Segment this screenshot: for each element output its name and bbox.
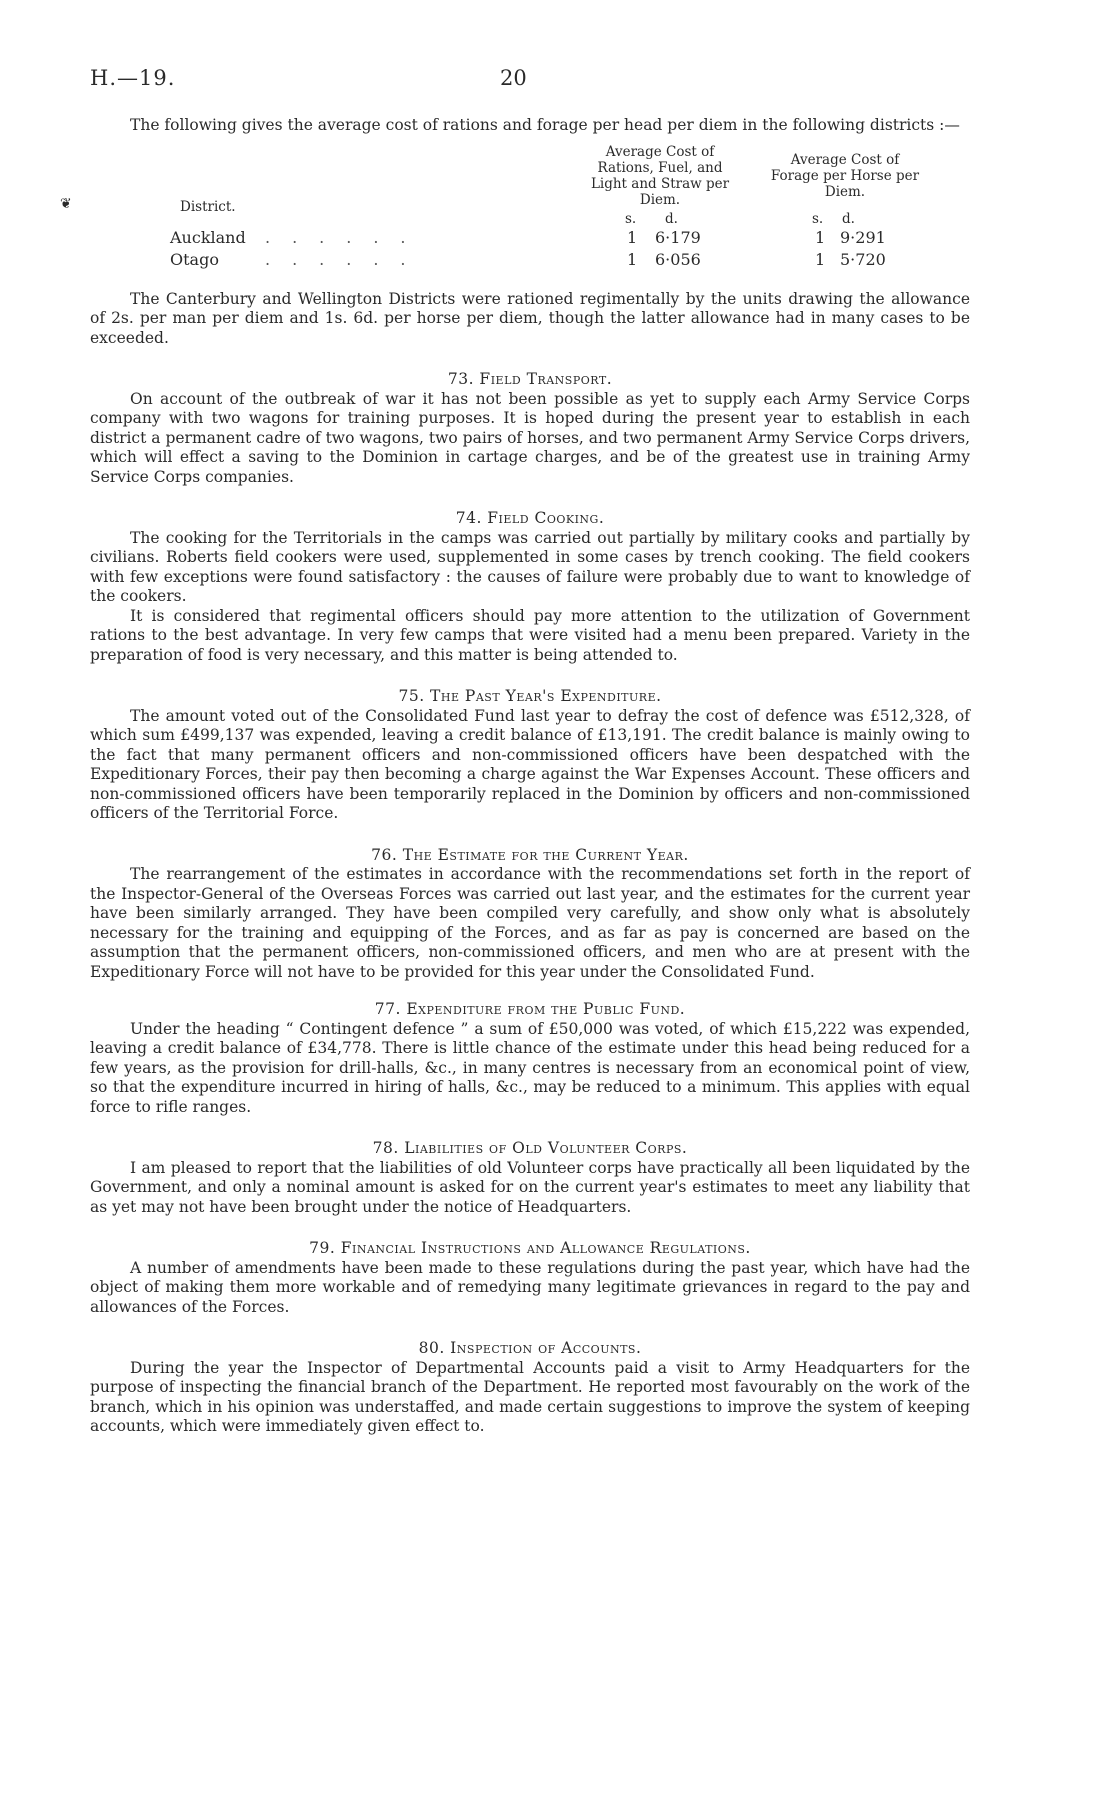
page-number: 20 bbox=[500, 66, 527, 90]
section-80-title: 80. Inspection of Accounts. bbox=[418, 1339, 642, 1357]
margin-mark: ❦ bbox=[60, 196, 72, 212]
section-77-paragraph: Under the heading “ Contingent defence ” a sum of £50,000 was voted, of which £15,222 was expended, leaving a credit balance of £34,778. There is little chance of the estimate under this head being reduced for a few years, as the provision for drill-halls, &c., in many centres is necessary from an economical point of view, so that the expenditure incurred in hiring of halls, &c., may be reduced to a minimum. This applies with equal force to rifle ranges. bbox=[90, 1019, 970, 1116]
district-name: Otago bbox=[170, 249, 219, 269]
rations-pence: 6·056 bbox=[655, 249, 701, 269]
section-75-title: 75. The Past Year's Expenditure. bbox=[398, 687, 662, 705]
section-74-title: 74. Field Cooking. bbox=[455, 509, 605, 527]
page-body bbox=[90, 116, 970, 1437]
forage-shillings: 1 bbox=[815, 227, 826, 247]
forage-pence: 5·720 bbox=[840, 249, 886, 269]
rations-unit-s: s. bbox=[625, 210, 637, 227]
section-76-paragraph: The rearrangement of the estimates in accordance with the recommendations set forth in the report of the Inspector-General of the Overseas Forces was carried out last year, and the estimates for the current year have been similarly arranged. They have been compiled very carefully, and show only what is absolutely necessary for the training and equipping of the Forces, and as far as pay is concerned are based on the assumption that the permanent officers, non-commissioned officers, and men who are at present with the Expeditionary Force will not have to be provided for this year under the Consolidated Fund. bbox=[90, 865, 970, 981]
rations-shillings: 1 bbox=[627, 249, 638, 269]
district-name: Auckland bbox=[170, 227, 246, 247]
section-73-paragraph: On account of the outbreak of war it has not been possible as yet to supply each Army Service Corps company with two wagons for training purposes. It is hoped during the present year to establish in each district a permanent cadre of two wagons, two pairs of horses, and two permanent Army Service Corps drivers, which will effect a saving to the Dominion in cartage charges, and be of the greatest use in training Army Service Corps companies. bbox=[90, 389, 970, 486]
rations-shillings: 1 bbox=[627, 227, 638, 247]
rations-pence: 6·179 bbox=[655, 227, 701, 247]
section-79-title: 79. Financial Instructions and Allowance Regulations. bbox=[309, 1239, 751, 1257]
section-74-paragraph-2: It is considered that regimental officers should pay more attention to the utilization of Government rations to the best advantage. In very few camps that were visited had a menu been prepared. Variety in the preparation of food is very necessary, and this matter is being attended to. bbox=[90, 606, 970, 664]
section-78-paragraph: I am pleased to report that the liabilities of old Volunteer corps have practically all been liquidated by the Government, and only a nominal amount is asked for on the current year's estimates to meet any liability that as yet may not have been brought under the notice of Headquarters. bbox=[90, 1158, 970, 1216]
table-row: Otago ...... 1 6·056 1 5·720 bbox=[170, 249, 886, 269]
canterbury-paragraph: The Canterbury and Wellington Districts were rationed regimentally by the units drawing the allowance of 2s. per man per diem and 1s. 6d. per horse per diem, though the latter allowance had in many cases to be exceeded. bbox=[90, 289, 970, 347]
forage-unit-d: d. bbox=[842, 210, 855, 227]
forage-unit-s: s. bbox=[812, 210, 824, 227]
document-id: H.—19. bbox=[90, 66, 176, 90]
rations-header: Average Cost of Rations, Fuel, and Light and Straw per Diem. bbox=[590, 143, 730, 208]
section-77-title: 77. Expenditure from the Public Fund. bbox=[374, 1000, 686, 1018]
section-76-title: 76. The Estimate for the Current Year. bbox=[371, 845, 689, 864]
intro-paragraph: The following gives the average cost of rations and forage per head per diem in the following districts :— bbox=[130, 116, 960, 134]
section-73-title: 73. Field Transport. bbox=[447, 370, 613, 388]
forage-shillings: 1 bbox=[815, 249, 826, 269]
rations-unit-d: d. bbox=[665, 210, 678, 227]
section-79-paragraph: A number of amendments have been made to these regulations during the past year, which have had the object of making them more workable and of remedying many legitimate grievances in regard to the pay and allowances of the Forces. bbox=[90, 1258, 970, 1316]
forage-header: Average Cost of Forage per Horse per Diem. bbox=[770, 151, 920, 200]
section-74-paragraph-1: The cooking for the Territorials in the camps was carried out partially by military cooks and partially by civilians. Roberts field cookers were used, supplemented in some cases by trench cooking. The field cookers with few exceptions were found satisfactory : the causes of failure were probably due to want to knowledge of the cookers. bbox=[90, 528, 970, 605]
section-78-title: 78. Liabilities of Old Volunteer Corps. bbox=[372, 1139, 688, 1157]
section-80-paragraph: During the year the Inspector of Departmental Accounts paid a visit to Army Headquarters for the purpose of inspecting the financial branch of the Department. He reported most favourably on the work of the branch, which in his opinion was understaffed, and made certain suggestions to improve the system of keeping accounts, which were immediately given effect to. bbox=[90, 1358, 970, 1435]
forage-pence: 9·291 bbox=[840, 227, 886, 247]
table-row: Auckland ...... 1 6·179 1 9·291 bbox=[170, 227, 886, 247]
district-header: District. bbox=[180, 198, 236, 215]
cost-table bbox=[90, 144, 970, 272]
section-75-paragraph: The amount voted out of the Consolidated Fund last year to defray the cost of defence was £512,328, of which sum £499,137 was expended, leaving a credit balance of £13,191. The credit balance is mainly owing to the fact that many permanent officers and non-commissioned officers have been despatched with the Expeditionary Forces, their pay then becoming a charge against the War Expenses Account. These officers and non-commissioned officers have been temporarily replaced in the Dominion by officers and non-commissioned officers of the Territorial Force. bbox=[90, 706, 970, 822]
